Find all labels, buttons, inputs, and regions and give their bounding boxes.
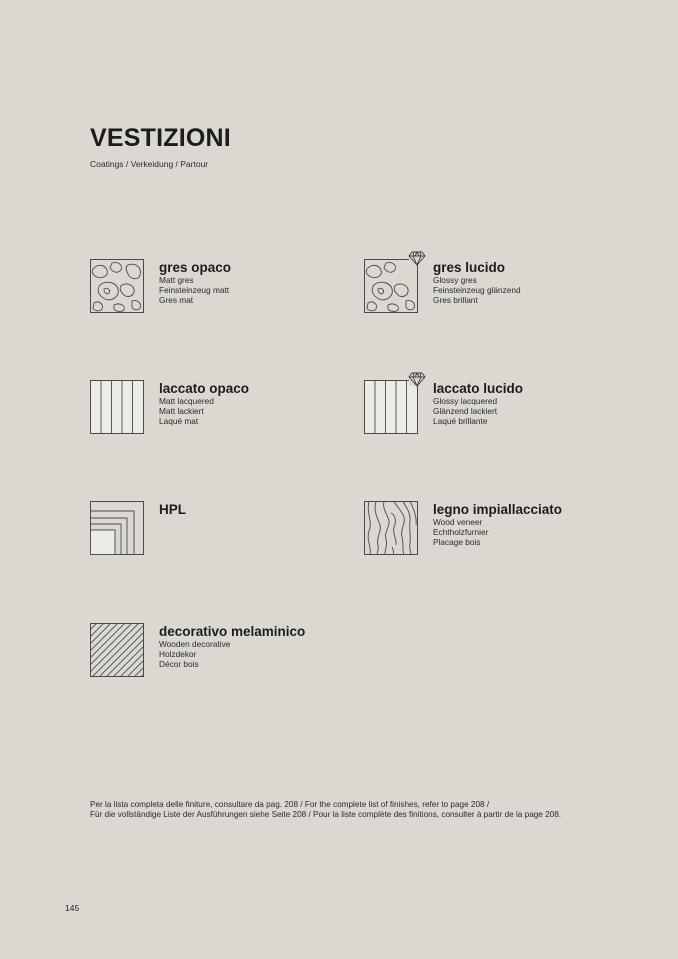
- finish-text: [159, 381, 249, 426]
- finish-name: gres lucido: [433, 260, 506, 275]
- hpl-layers-icon: [90, 501, 144, 555]
- finish-fr: Laqué brillante: [433, 416, 488, 426]
- finishes-footnote: [90, 800, 561, 820]
- page-title: VESTIZIONI: [90, 124, 231, 152]
- finish-text: [159, 260, 231, 305]
- finish-en: Matt lacquered: [159, 396, 214, 406]
- gres-texture-icon: [90, 259, 144, 313]
- finish-de: Feinsteinzeug matt: [159, 285, 230, 295]
- lacquer-panels-icon: [90, 380, 144, 434]
- finish-de: Glänzend lackiert: [433, 406, 498, 416]
- wood-grain-icon: [364, 501, 418, 555]
- finish-en: Glossy lacquered: [433, 396, 498, 406]
- finish-de: Echtholzfurnier: [433, 527, 489, 537]
- finish-name: HPL: [159, 502, 186, 517]
- finish-text: [159, 502, 186, 517]
- finish-text: [159, 624, 305, 669]
- finish-fr: Gres mat: [159, 295, 194, 305]
- footnote-line-1: Per la lista completa delle finiture, consultare da pag. 208 / For the complete list of finishes, refer to page 208 /: [90, 800, 490, 809]
- finish-en: Wood veneer: [433, 517, 483, 527]
- diagonal-hatch-icon: [90, 623, 144, 677]
- finish-en: Wooden decorative: [159, 639, 231, 649]
- finish-name: decorativo melaminico: [159, 624, 306, 639]
- finish-text: [433, 502, 562, 547]
- finish-fr: Placage bois: [433, 537, 481, 547]
- finish-text: [433, 260, 521, 305]
- footnote-line-2: Für die vollständige Liste der Ausführungen siehe Seite 208 / Pour la liste complète des finitions, consulter à partir de la page 208.: [90, 810, 562, 819]
- finish-de: Holzdekor: [159, 649, 197, 659]
- finish-fr: Décor bois: [159, 659, 199, 669]
- finish-name: laccato opaco: [159, 381, 250, 396]
- finish-de: Feinsteinzeug glänzend: [433, 285, 521, 295]
- diamond-icon: [408, 250, 426, 266]
- finish-en: Matt gres: [159, 275, 194, 285]
- finish-de: Matt lackiert: [159, 406, 204, 416]
- gres-texture-icon: [364, 259, 418, 313]
- page-subtitle: Coatings / Verkeidung / Partour: [90, 159, 209, 169]
- finish-name: legno impiallacciato: [433, 502, 563, 517]
- finish-name: laccato lucido: [433, 381, 524, 396]
- diamond-icon: [408, 371, 426, 387]
- page-number: 145: [65, 903, 80, 913]
- finish-fr: Laqué mat: [159, 416, 199, 426]
- finish-fr: Gres brillant: [433, 295, 478, 305]
- finish-en: Glossy gres: [433, 275, 477, 285]
- finish-name: gres opaco: [159, 260, 232, 275]
- lacquer-panels-icon: [364, 380, 418, 434]
- finish-text: [433, 381, 523, 426]
